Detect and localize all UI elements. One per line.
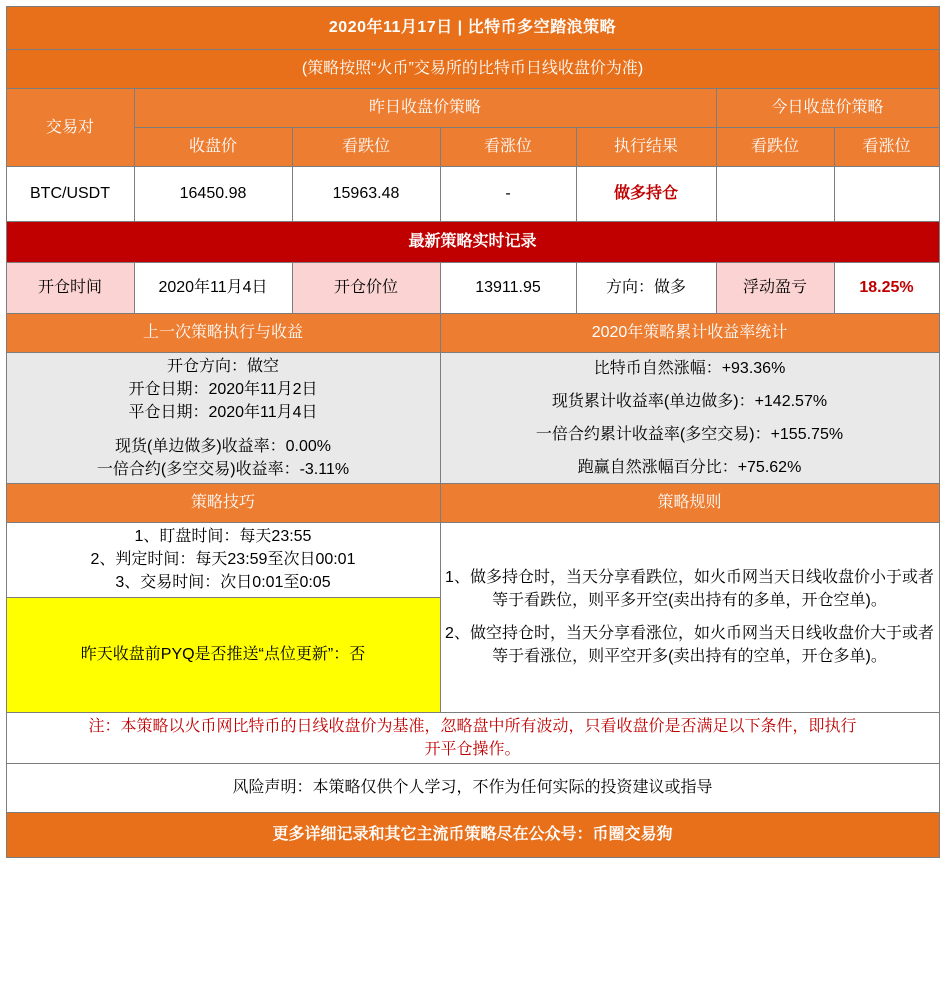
footer-text: 更多详细记录和其它主流币策略尽在公众号：币圈交易狗 — [6, 812, 939, 857]
page-title: 2020年11月17日 | 比特币多空踏浪策略 — [6, 7, 939, 50]
strategy-sheet — [0, 6, 945, 1006]
last-strategy-line-4: 现货(单边做多)收益率：0.00% — [114, 437, 332, 455]
cell-result: 做多持仓 — [576, 167, 716, 222]
col-group-yesterday: 昨日收盘价策略 — [134, 89, 716, 128]
record-detail-row — [6, 263, 939, 314]
skills-rules-header-row — [6, 483, 939, 522]
pyq-notice: 昨天收盘前PYQ是否推送“点位更新”：否 — [6, 597, 440, 712]
record-bar-row — [6, 222, 939, 263]
rule-2: 2、做空持仓时，当天分享看涨位，如火币网当天日线收盘价大于或者等于看涨位，则平空开多(卖出持有的空单，开仓多单)。 — [445, 625, 934, 666]
col-header-result: 执行结果 — [576, 128, 716, 167]
year-stats-line-3: 一倍合约累计收益率(多空交易)：+155.75% — [535, 425, 844, 443]
open-price-value: 13911.95 — [440, 263, 576, 314]
table-row — [6, 167, 939, 222]
skills-content — [6, 522, 440, 597]
open-time-label: 开仓时间 — [6, 263, 134, 314]
last-strategy-line-2: 开仓日期：2020年11月2日 — [128, 381, 318, 399]
page-subtitle: (策略按照“火币”交易所的比特币日线收盘价为准) — [6, 50, 939, 89]
title-row — [6, 7, 939, 50]
cell-pair: BTC/USDT — [6, 167, 134, 222]
skills-title: 策略技巧 — [6, 483, 440, 522]
skills-line-1: 1、盯盘时间：每天23:55 — [134, 527, 312, 545]
open-price-label: 开仓价位 — [292, 263, 440, 314]
col-header-bull-today: 看涨位 — [834, 128, 939, 167]
skills-content-row — [6, 522, 939, 597]
spacer — [445, 612, 935, 622]
last-strategy-line-3: 平仓日期：2020年11月4日 — [128, 404, 318, 422]
col-header-close: 收盘价 — [134, 128, 292, 167]
rules-content — [440, 522, 939, 712]
note-line-1: 注：本策略以火币网比特币的日线收盘价为基准，忽略盘中所有波动，只看收盘价是否满足以下条件，即执行 — [88, 717, 857, 735]
rule-1: 1、做多持仓时，当天分享看跌位，如火币网当天日线收盘价小于或者等于看跌位，则平多开空(卖出持有的多单，开仓空单)。 — [445, 568, 934, 610]
last-strategy-content — [6, 353, 440, 484]
year-stats-content — [440, 353, 939, 484]
last-strategy-line-1: 开仓方向：做空 — [166, 358, 279, 375]
skills-line-2: 2、判定时间：每天23:59至次日00:01 — [90, 551, 356, 569]
disclaimer-text: 风险声明：本策略仅供个人学习，不作为任何实际的投资建议或指导 — [6, 763, 939, 812]
last-strategy-title: 上一次策略执行与收益 — [6, 314, 440, 353]
year-stats-line-1: 比特币自然涨幅：+93.36% — [593, 359, 786, 377]
record-section-title: 最新策略实时记录 — [6, 222, 939, 263]
note-content — [6, 712, 939, 763]
spacer — [11, 425, 436, 435]
spacer — [445, 380, 935, 390]
cell-close: 16450.98 — [134, 167, 292, 222]
note-line-2: 开平仓操作。 — [424, 740, 521, 758]
cell-bear-yesterday: 15963.48 — [292, 167, 440, 222]
col-header-bull-yesterday: 看涨位 — [440, 128, 576, 167]
year-stats-title: 2020年策略累计收益率统计 — [440, 314, 939, 353]
note-row — [6, 712, 939, 763]
rules-title: 策略规则 — [440, 483, 939, 522]
col-header-bear-yesterday: 看跌位 — [292, 128, 440, 167]
section-headers-row — [6, 314, 939, 353]
strategy-table — [6, 6, 940, 858]
col-header-pair: 交易对 — [6, 89, 134, 167]
skills-line-3: 3、交易时间：次日0:01至0:05 — [115, 574, 331, 592]
cell-bull-yesterday: - — [440, 167, 576, 222]
spacer — [445, 446, 935, 456]
last-strategy-line-5: 一倍合约(多空交易)收益率：-3.11% — [96, 460, 350, 478]
section-content-row — [6, 353, 939, 484]
disclaimer-row — [6, 763, 939, 812]
year-stats-line-4: 跑赢自然涨幅百分比：+75.62% — [577, 459, 802, 477]
open-time-value: 2020年11月4日 — [134, 263, 292, 314]
float-pnl-label: 浮动盈亏 — [716, 263, 834, 314]
direction-value: 方向：做多 — [576, 263, 716, 314]
spacer — [445, 413, 935, 423]
footer-row — [6, 812, 939, 857]
col-header-bear-today: 看跌位 — [716, 128, 834, 167]
table-head-row-2 — [6, 128, 939, 167]
table-head-row-1 — [6, 89, 939, 128]
cell-bull-today: - — [834, 167, 939, 222]
subtitle-row — [6, 50, 939, 89]
cell-bear-today: 16343.09 — [716, 167, 834, 222]
float-pnl-value: 18.25% — [834, 263, 939, 314]
year-stats-line-2: 现货累计收益率(单边做多)：+142.57% — [551, 392, 828, 410]
col-group-today: 今日收盘价策略 — [716, 89, 939, 128]
